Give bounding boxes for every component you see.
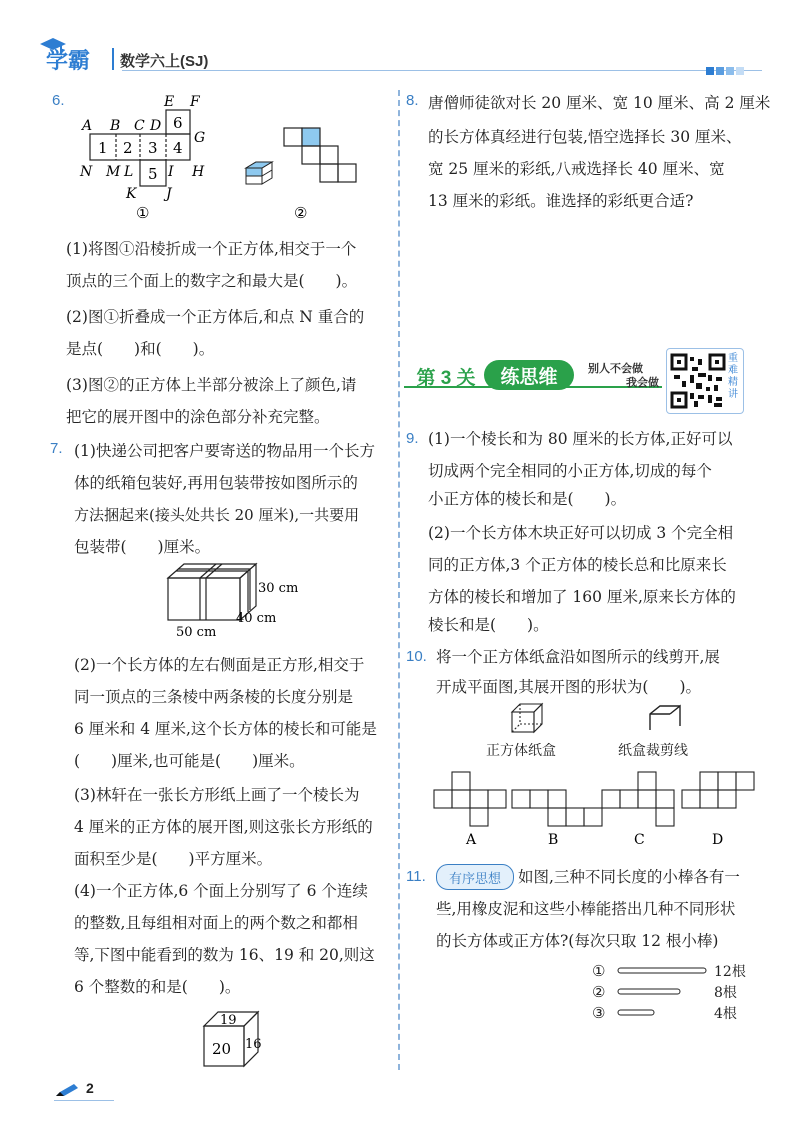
header-rule — [122, 70, 762, 71]
q9-line: 小正方体的棱长和是( )。 — [428, 490, 627, 508]
caption-2: ② — [294, 204, 308, 222]
q7-part4 — [74, 880, 398, 1010]
q7-line: 等,下图中能看到的数为 16、19 和 20,则这 — [74, 946, 375, 964]
question-number: 11. — [406, 868, 426, 885]
q6-line: (3)图②的正方体上半部分被涂上了颜色,请 — [66, 376, 357, 394]
label-C: C — [134, 118, 145, 134]
q7-line: 的整数,且每组相对面上的两个数之和都相 — [74, 914, 358, 932]
number-cube-figure — [200, 1008, 270, 1070]
qr-card[interactable] — [666, 348, 744, 414]
net-figure-1 — [78, 92, 218, 222]
label-B: B — [110, 118, 121, 134]
header-separator — [112, 48, 114, 70]
paper-box-figure — [504, 700, 544, 736]
cube-front: 20 — [212, 1040, 232, 1058]
q7-part1 — [74, 440, 398, 580]
q7-line: 包装带( )厘米。 — [74, 538, 211, 556]
stick-index: ② — [592, 983, 606, 1001]
label-A: A — [82, 118, 93, 134]
q8-line: 13 厘米的彩纸。谁选择的彩纸更合适? — [428, 192, 694, 210]
cell-4: 4 — [173, 139, 183, 157]
q10-line: 将一个正方体纸盒沿如图所示的线剪开,展 — [436, 648, 720, 666]
q11-first-line-wrap — [518, 866, 778, 888]
label-L: L — [124, 164, 134, 180]
q7-line: 体的纸箱包装好,再用包装带按如图所示的 — [74, 474, 358, 492]
q6-line: (1)将图①沿棱折成一个正方体,相交于一个 — [66, 240, 357, 258]
caption-1: ① — [136, 204, 150, 222]
option-c-label: C — [634, 832, 645, 848]
label-J: J — [166, 186, 172, 202]
q10-line: 开成平面图,其展开图的形状为( )。 — [436, 678, 702, 696]
option-d-label: D — [712, 832, 724, 848]
q7-line: (3)林轩在一张长方形纸上画了一个棱长为 — [74, 786, 360, 804]
q7-line: 6 厘米和 4 厘米,这个长方体的棱长和可能是 — [74, 720, 377, 738]
label-I: I — [168, 164, 174, 180]
label-K: K — [126, 186, 137, 202]
column-divider — [398, 90, 400, 1070]
question-number: 7. — [50, 440, 63, 457]
slogan-2: 我会做 — [626, 377, 659, 389]
q7-line: 4 厘米的正方体的展开图,则这张长方形纸的 — [74, 818, 373, 836]
q8-line: 宽 25 厘米的彩纸,八戒选择长 40 厘米、宽 — [428, 160, 725, 178]
qr-label: 重难精讲 — [728, 353, 738, 400]
question-number: 9. — [406, 430, 419, 447]
option-b-label: B — [548, 832, 559, 848]
package-box-figure — [160, 560, 320, 642]
q7-part3 — [74, 784, 398, 884]
label-N: N — [80, 164, 93, 180]
stick-count: 8根 — [714, 985, 737, 1001]
label-M: M — [106, 164, 121, 180]
page-number: 2 — [86, 1080, 94, 1096]
q9-line: 同的正方体,3 个正方体的棱长总和比原来长 — [428, 556, 727, 574]
q6-line: 把它的展开图中的涂色部分补充完整。 — [66, 408, 330, 426]
pencil-icon — [54, 1082, 80, 1098]
q7-line: 面积至少是( )平方厘米。 — [74, 850, 273, 868]
cell-3: 3 — [148, 139, 158, 157]
q11-text — [436, 898, 776, 958]
q7-line: 同一顶点的三条棱中两条棱的长度分别是 — [74, 688, 354, 706]
cell-2: 2 — [123, 139, 133, 157]
stick-count: 4根 — [714, 1006, 737, 1022]
sticks-figure — [590, 960, 770, 1024]
cell-1: 1 — [98, 139, 108, 157]
q8-line: 唐僧师徒欲对长 20 厘米、宽 10 厘米、高 2 厘米 — [428, 94, 771, 112]
q10-text — [436, 646, 776, 716]
stick-count: 12根 — [714, 964, 746, 980]
q7-line: 方法捆起来(接头处共长 20 厘米),一共要用 — [74, 506, 360, 524]
q11-line: 如图,三种不同长度的小棒各有一 — [518, 868, 740, 886]
figure-caption: 正方体纸盒 — [486, 743, 556, 759]
option-a-label: A — [466, 832, 477, 848]
q6-text — [66, 238, 396, 428]
level-title: 练思维 — [484, 360, 574, 390]
q8-line: 的长方体真经进行包装,悟空选择长 30 厘米、 — [428, 128, 742, 146]
stick-index: ③ — [592, 1004, 606, 1022]
cube-top: 19 — [220, 1013, 237, 1028]
question-number: 10. — [406, 648, 427, 665]
book-title: 数学六上(SJ) — [120, 53, 209, 70]
q9-line: 棱长和是( )。 — [428, 616, 549, 634]
question-number: 6. — [52, 92, 65, 109]
q7-line: (1)快递公司把客户要寄送的物品用一个长方 — [74, 442, 375, 460]
cube-right: 16 — [245, 1037, 262, 1052]
box-width: 40 cm — [236, 611, 277, 626]
q9-line: (1)一个棱长和为 80 厘米的长方体,正好可以 — [428, 430, 733, 448]
label-F: F — [190, 94, 200, 110]
box-length: 50 cm — [176, 625, 217, 640]
net-figure-2 — [240, 120, 370, 222]
q9-line: 切成两个完全相同的小正方体,切成的每个 — [428, 462, 712, 480]
method-tag: 有序思想 — [436, 864, 514, 890]
q9-text — [428, 428, 778, 648]
label-G: G — [194, 130, 206, 146]
label-E: E — [164, 94, 175, 110]
brand-logo: 学霸 — [46, 48, 91, 73]
slogan-1: 别人不会做 — [588, 363, 643, 375]
q6-line: 顶点的三个面上的数字之和最大是( )。 — [66, 272, 358, 290]
q9-line: 方体的棱长和增加了 160 厘米,原来长方体的 — [428, 588, 736, 606]
header-dots — [706, 60, 746, 68]
footer-rule — [54, 1100, 114, 1101]
stick-index: ① — [592, 962, 606, 980]
q6-line: (2)图①折叠成一个正方体后,和点 N 重合的 — [66, 308, 365, 326]
q9-line: (2)一个长方体木块正好可以切成 3 个完全相 — [428, 524, 734, 542]
box-height: 30 cm — [258, 581, 299, 596]
cell-6: 6 — [173, 114, 183, 132]
cut-lines-figure — [640, 700, 690, 736]
level-label: 第 3 关 — [416, 367, 476, 389]
label-H: H — [192, 164, 205, 180]
q7-line: ( )厘米,也可能是( )厘米。 — [74, 752, 305, 770]
q11-line: 的长方体或正方体?(每次只取 12 根小棒) — [436, 932, 719, 950]
figure-caption: 纸盒裁剪线 — [618, 743, 688, 759]
cell-5: 5 — [148, 165, 158, 183]
net-options-figure — [430, 770, 770, 850]
q8-text — [428, 92, 778, 222]
q11-line: 些,用橡皮泥和这些小棒能搭出几种不同形状 — [436, 900, 736, 918]
label-D: D — [150, 118, 162, 134]
q6-line: 是点( )和( )。 — [66, 340, 215, 358]
q7-part2 — [74, 654, 398, 784]
qr-code-icon — [670, 353, 726, 409]
q7-line: (4)一个正方体,6 个面上分别写了 6 个连续 — [74, 882, 368, 900]
q7-line: (2)一个长方体的左右侧面是正方形,相交于 — [74, 656, 365, 674]
question-number: 8. — [406, 92, 419, 109]
q7-line: 6 个整数的和是( )。 — [74, 978, 241, 996]
